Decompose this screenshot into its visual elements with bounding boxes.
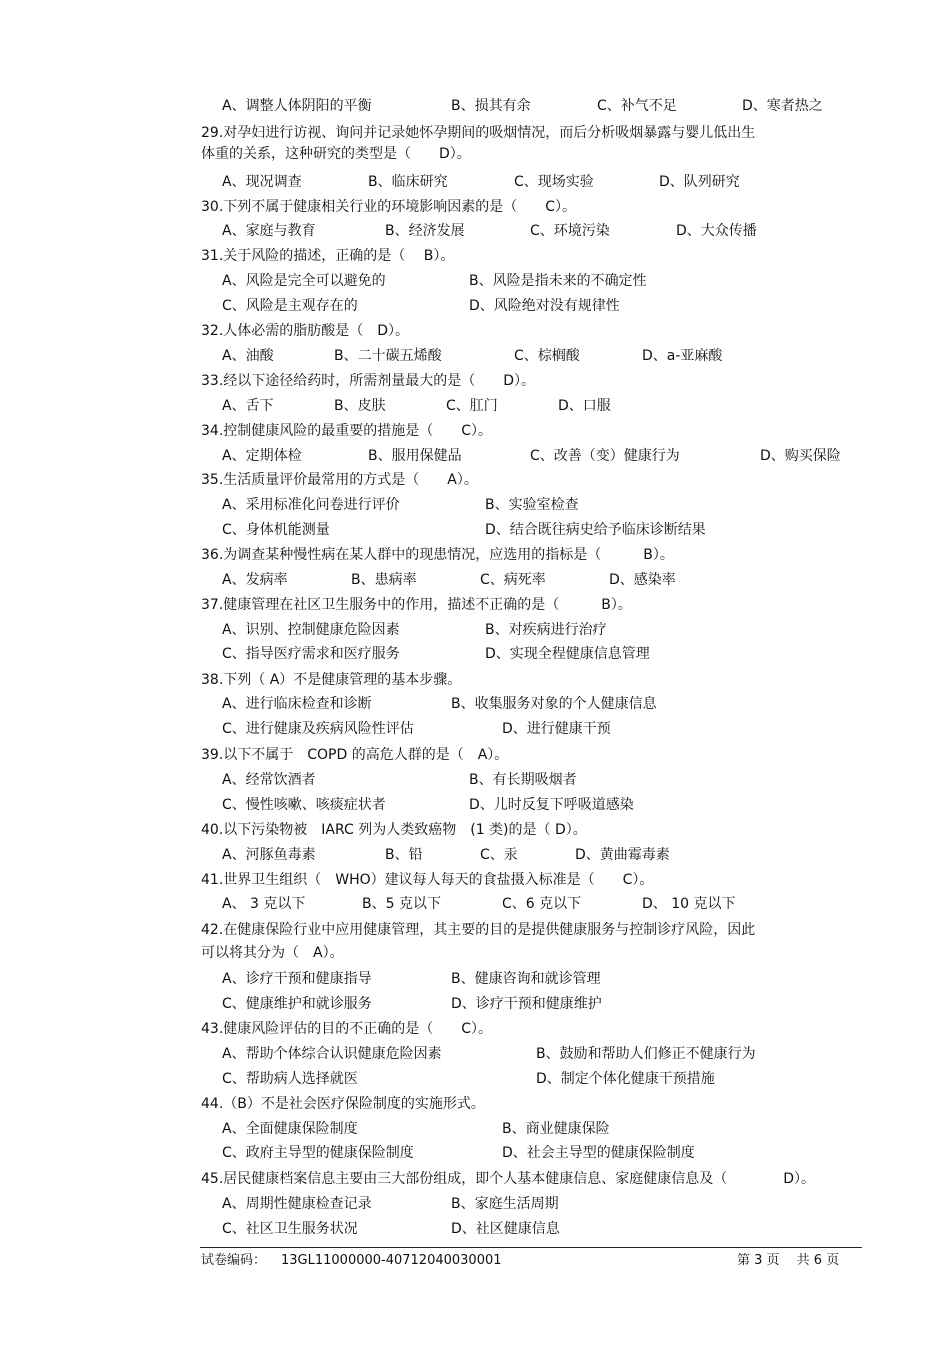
answer-option: C、政府主导型的健康保险制度 (222, 1145, 414, 1161)
footer-code-value: 13GL11000000-40712040030001 (281, 1253, 502, 1268)
answer-option: B、有长期吸烟者 (469, 772, 577, 788)
answer-option: D、进行健康干预 (502, 721, 611, 737)
question-text: 45.居民健康档案信息主要由三大部份组成，即个人基本健康信息、家庭健康信息及（ D）。 (201, 1171, 816, 1187)
question-text: 36.为调查某种慢性病在某人群中的现患情况，应选用的指标是（ B）。 (201, 547, 674, 563)
answer-option: C、社区卫生服务状况 (222, 1221, 358, 1237)
answer-option: A、发病率 (222, 572, 288, 588)
answer-option: A、诊疗干预和健康指导 (222, 971, 372, 987)
question-text: 40.以下污染物被 IARC 列为人类致癌物 (1 类)的是（ D）。 (201, 822, 587, 838)
answer-option: C、补气不足 (597, 98, 677, 114)
question-text: 33.经以下途径给药时，所需剂量最大的是（ D）。 (201, 373, 536, 389)
answer-option: D、大众传播 (676, 223, 757, 239)
answer-option: A、河豚鱼毒素 (222, 847, 316, 863)
answer-option: D、社会主导型的健康保险制度 (502, 1145, 695, 1161)
answer-option: B、患病率 (351, 572, 417, 588)
answer-option: C、身体机能测量 (222, 522, 330, 538)
answer-option: B、实验室检查 (485, 497, 579, 513)
answer-option: A、家庭与教育 (222, 223, 316, 239)
answer-option: A、 3 克以下 (222, 896, 306, 912)
question-text: 体重的关系，这种研究的类型是（ D）。 (201, 146, 471, 162)
question-text: 44.（B）不是社会医疗保险制度的实施形式。 (201, 1096, 485, 1112)
answer-option: B、健康咨询和就诊管理 (451, 971, 601, 987)
answer-option: A、调整人体阴阳的平衡 (222, 98, 372, 114)
answer-option: D、a-亚麻酸 (642, 348, 723, 364)
question-text: 29.对孕妇进行访视、询问并记录她怀孕期间的吸烟情况，而后分析吸烟暴露与婴儿低出生 (201, 125, 756, 141)
answer-option: C、6 克以下 (502, 896, 582, 912)
answer-option: A、油酸 (222, 348, 274, 364)
answer-option: B、风险是指未来的不确定性 (469, 273, 647, 289)
answer-option: D、感染率 (609, 572, 676, 588)
answer-option: C、病死率 (480, 572, 546, 588)
question-text: 可以将其分为（ A）。 (201, 945, 344, 961)
answer-option: C、环境污染 (530, 223, 610, 239)
answer-option: C、风险是主观存在的 (222, 298, 358, 314)
footer-page-info: 第 3 页 共 6 页 (737, 1253, 840, 1268)
answer-option: D、儿时反复下呼吸道感染 (469, 797, 634, 813)
answer-option: D、诊疗干预和健康维护 (451, 996, 602, 1012)
answer-option: D、制定个体化健康干预措施 (536, 1071, 715, 1087)
answer-option: D、风险绝对没有规律性 (469, 298, 620, 314)
answer-option: B、鼓励和帮助人们修正不健康行为 (536, 1046, 756, 1062)
question-text: 39.以下不属于 COPD 的高危人群的是（ A）。 (201, 747, 509, 763)
footer-rule (200, 1247, 862, 1248)
answer-option: A、采用标准化问卷进行评价 (222, 497, 400, 513)
answer-option: B、家庭生活周期 (451, 1196, 559, 1212)
answer-option: A、周期性健康检查记录 (222, 1196, 372, 1212)
answer-option: A、全面健康保险制度 (222, 1121, 358, 1137)
question-text: 35.生活质量评价最常用的方式是（ A）。 (201, 472, 478, 488)
question-text: 43.健康风险评估的目的不正确的是（ C）。 (201, 1021, 493, 1037)
answer-option: C、健康维护和就诊服务 (222, 996, 372, 1012)
answer-option: D、购买保险 (760, 448, 841, 464)
answer-option: C、肛门 (446, 398, 498, 414)
answer-option: B、5 克以下 (362, 896, 441, 912)
answer-option: D、队列研究 (659, 174, 740, 190)
answer-option: B、对疾病进行治疗 (485, 622, 607, 638)
answer-option: C、慢性咳嗽、咳痰症状者 (222, 797, 386, 813)
answer-option: D、社区健康信息 (451, 1221, 560, 1237)
answer-option: D、结合既往病史给予临床诊断结果 (485, 522, 706, 538)
answer-option: C、棕榈酸 (514, 348, 580, 364)
question-text: 30.下列不属于健康相关行业的环境影响因素的是（ C）。 (201, 199, 577, 215)
answer-option: A、经常饮酒者 (222, 772, 316, 788)
answer-option: A、舌下 (222, 398, 274, 414)
answer-option: A、现况调查 (222, 174, 302, 190)
question-text: 37.健康管理在社区卫生服务中的作用，描述不正确的是（ B）。 (201, 597, 632, 613)
answer-option: A、风险是完全可以避免的 (222, 273, 386, 289)
answer-option: B、二十碳五烯酸 (334, 348, 442, 364)
answer-option: C、指导医疗需求和医疗服务 (222, 646, 400, 662)
question-text: 31.关于风险的描述，正确的是（ B）。 (201, 248, 455, 264)
answer-option: B、收集服务对象的个人健康信息 (451, 696, 657, 712)
answer-option: A、帮助个体综合认识健康危险因素 (222, 1046, 442, 1062)
answer-option: B、服用保健品 (368, 448, 462, 464)
answer-option: B、经济发展 (385, 223, 465, 239)
footer-code-label: 试卷编码： (201, 1253, 267, 1268)
answer-option: C、帮助病人选择就医 (222, 1071, 358, 1087)
answer-option: B、商业健康保险 (502, 1121, 610, 1137)
answer-option: C、汞 (480, 847, 518, 863)
answer-option: B、临床研究 (368, 174, 448, 190)
question-text: 41.世界卫生组织（ WHO）建议每人每天的食盐摄入标准是（ C）。 (201, 872, 654, 888)
answer-option: D、黄曲霉毒素 (575, 847, 670, 863)
answer-option: B、皮肤 (334, 398, 386, 414)
answer-option: A、定期体检 (222, 448, 302, 464)
question-text: 34.控制健康风险的最重要的措施是（ C）。 (201, 423, 493, 439)
answer-option: D、寒者热之 (742, 98, 823, 114)
question-text: 32.人体必需的脂肪酸是（ D）。 (201, 323, 410, 339)
question-text: 38.下列（ A）不是健康管理的基本步骤。 (201, 672, 462, 688)
answer-option: C、改善（变）健康行为 (530, 448, 680, 464)
answer-option: D、 10 克以下 (642, 896, 736, 912)
answer-option: A、进行临床检查和诊断 (222, 696, 372, 712)
answer-option: A、识别、控制健康危险因素 (222, 622, 400, 638)
answer-option: B、损其有余 (451, 98, 531, 114)
answer-option: C、现场实验 (514, 174, 594, 190)
question-text: 42.在健康保险行业中应用健康管理，其主要的目的是提供健康服务与控制诊疗风险，因此 (201, 922, 756, 938)
answer-option: B、铅 (385, 847, 423, 863)
answer-option: D、实现全程健康信息管理 (485, 646, 650, 662)
answer-option: D、口服 (558, 398, 611, 414)
answer-option: C、进行健康及疾病风险性评估 (222, 721, 414, 737)
